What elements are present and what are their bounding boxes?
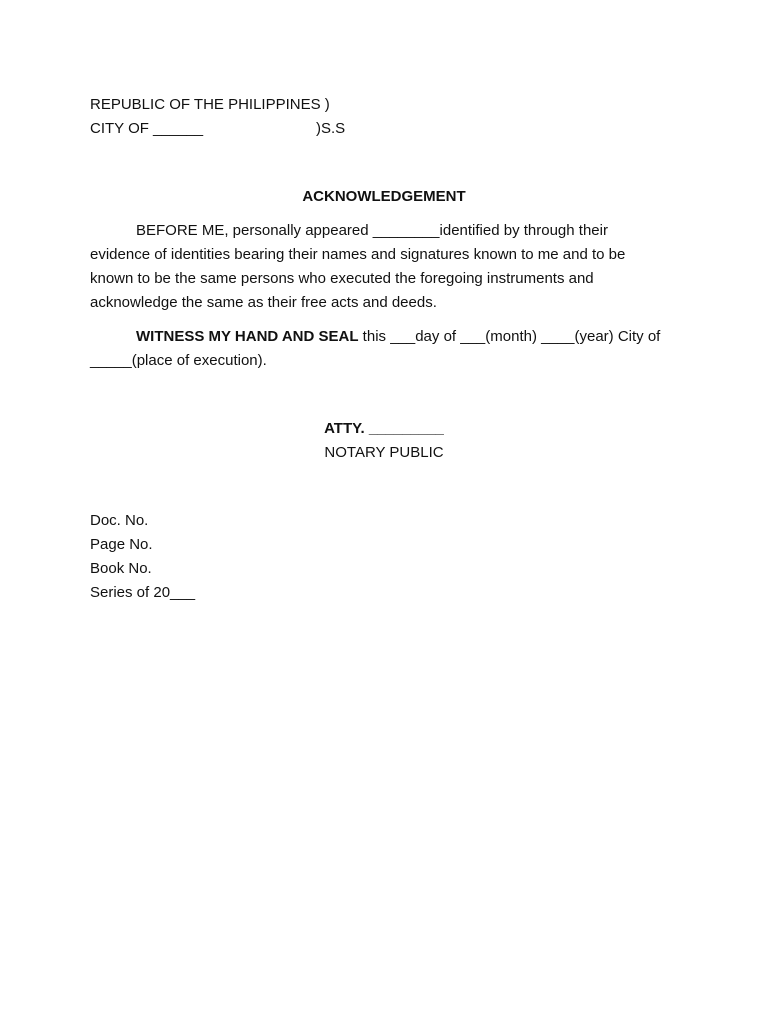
series-of: Series of 20___	[90, 584, 196, 601]
witness-text: this ___day of ___(month) ____(year) City of	[358, 328, 661, 345]
doc-no: Doc. No.	[90, 512, 149, 529]
venue-ss: )S.S	[316, 120, 346, 137]
book-no: Book No.	[90, 560, 152, 577]
paragraph-line: _____(place of execution).	[90, 352, 267, 369]
paragraph-line-text: BEFORE ME, personally appeared ________identified by through their	[136, 222, 608, 239]
document-title: ACKNOWLEDGEMENT	[302, 188, 466, 205]
witness-paragraph	[90, 325, 690, 373]
acknowledgement-paragraph	[90, 219, 690, 315]
paragraph-line	[90, 219, 690, 243]
atty-name-blank: _________	[368, 420, 444, 437]
witness-heading: WITNESS MY HAND AND SEAL	[136, 328, 359, 345]
paragraph-line: evidence of identities bearing their names and signatures known to me and to be	[90, 246, 626, 263]
paragraph-line	[90, 325, 690, 349]
paragraph-line: acknowledge the same as their free acts and deeds.	[90, 294, 437, 311]
venue-republic: REPUBLIC OF THE PHILIPPINES )	[90, 96, 330, 113]
venue-city: CITY OF ______	[90, 120, 204, 137]
atty-label: ATTY.	[324, 420, 365, 437]
notary-public-label: NOTARY PUBLIC	[324, 444, 444, 461]
page-no: Page No.	[90, 536, 153, 553]
signature-line	[0, 417, 768, 441]
paragraph-line: known to be the same persons who executed the foregoing instruments and	[90, 270, 594, 287]
